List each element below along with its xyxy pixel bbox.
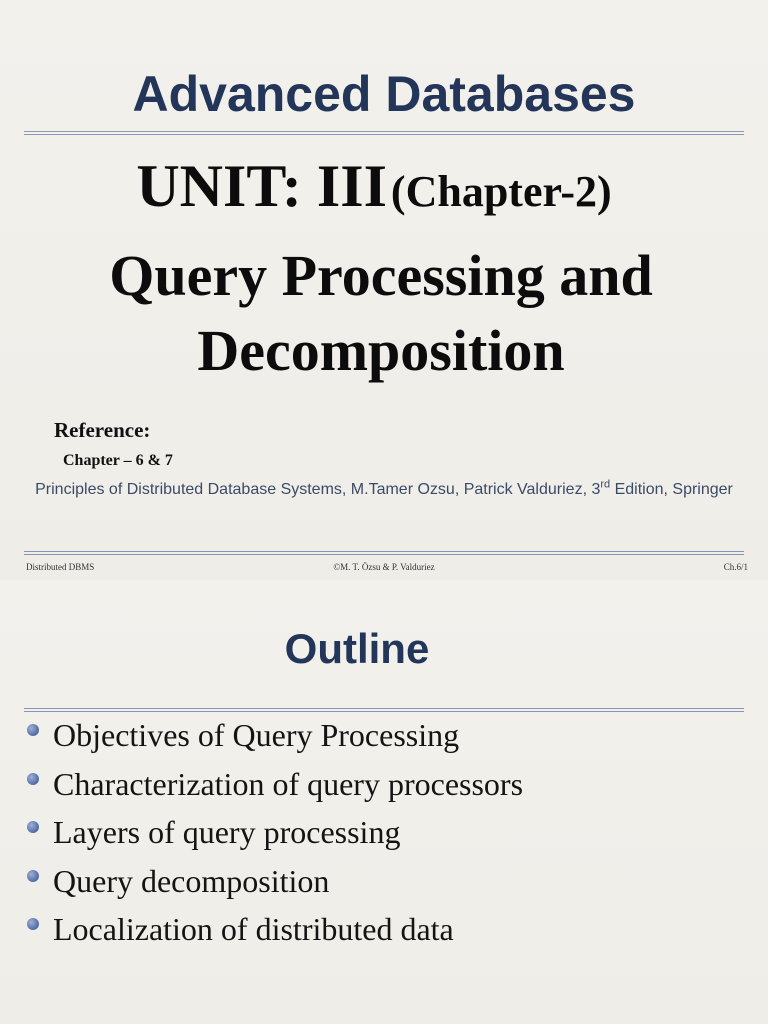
list-item-text: Characterization of query processors: [53, 765, 524, 802]
footer-copyright: ©M. T. Özsu & P. Valduriez: [333, 562, 435, 572]
outline-list: [20, 715, 523, 958]
book-text-part1: Principles of Distributed Database Systems, M.Tamer Ozsu, Patrick Valduriez, 3: [35, 481, 601, 498]
bullet-icon: [27, 918, 39, 930]
list-item: [20, 764, 523, 813]
footer-page-number: Ch.6/1: [723, 562, 748, 572]
bullet-icon: [27, 773, 39, 785]
book-superscript: rd: [600, 478, 611, 491]
reference-label: Reference:: [54, 418, 151, 442]
slide-title: Advanced Databases: [132, 66, 636, 122]
list-item-text: Localization of distributed data: [53, 911, 454, 948]
list-item: [20, 715, 523, 764]
bullet-icon: [27, 870, 39, 882]
slide-subtitle: [0, 238, 762, 388]
title-divider: [24, 131, 744, 135]
list-item-text: Objectives of Query Processing: [53, 717, 460, 753]
chapter-label: (Chapter-2): [390, 167, 612, 216]
subtitle-line-2: Decomposition: [197, 318, 565, 383]
list-item: [20, 909, 523, 958]
reference-chapter: Chapter – 6 & 7: [63, 452, 173, 469]
list-item: [20, 812, 523, 861]
list-item: [20, 861, 523, 910]
bullet-icon: [27, 724, 39, 736]
unit-label: UNIT: III: [136, 153, 387, 219]
outline-title: Outline: [284, 625, 430, 672]
subtitle-line-1: Query Processing and: [109, 243, 653, 308]
unit-heading: [0, 152, 748, 226]
list-item-text: Query decomposition: [53, 862, 330, 899]
book-text-part2: Edition, Springer: [610, 481, 733, 498]
outline-divider: [24, 708, 744, 712]
outline-slide: [0, 580, 768, 1024]
bullet-icon: [27, 821, 39, 833]
footer-divider: [24, 551, 744, 555]
list-item-text: Layers of query processing: [53, 814, 401, 851]
footer-left: Distributed DBMS: [26, 562, 95, 572]
reference-book: [14, 479, 754, 500]
